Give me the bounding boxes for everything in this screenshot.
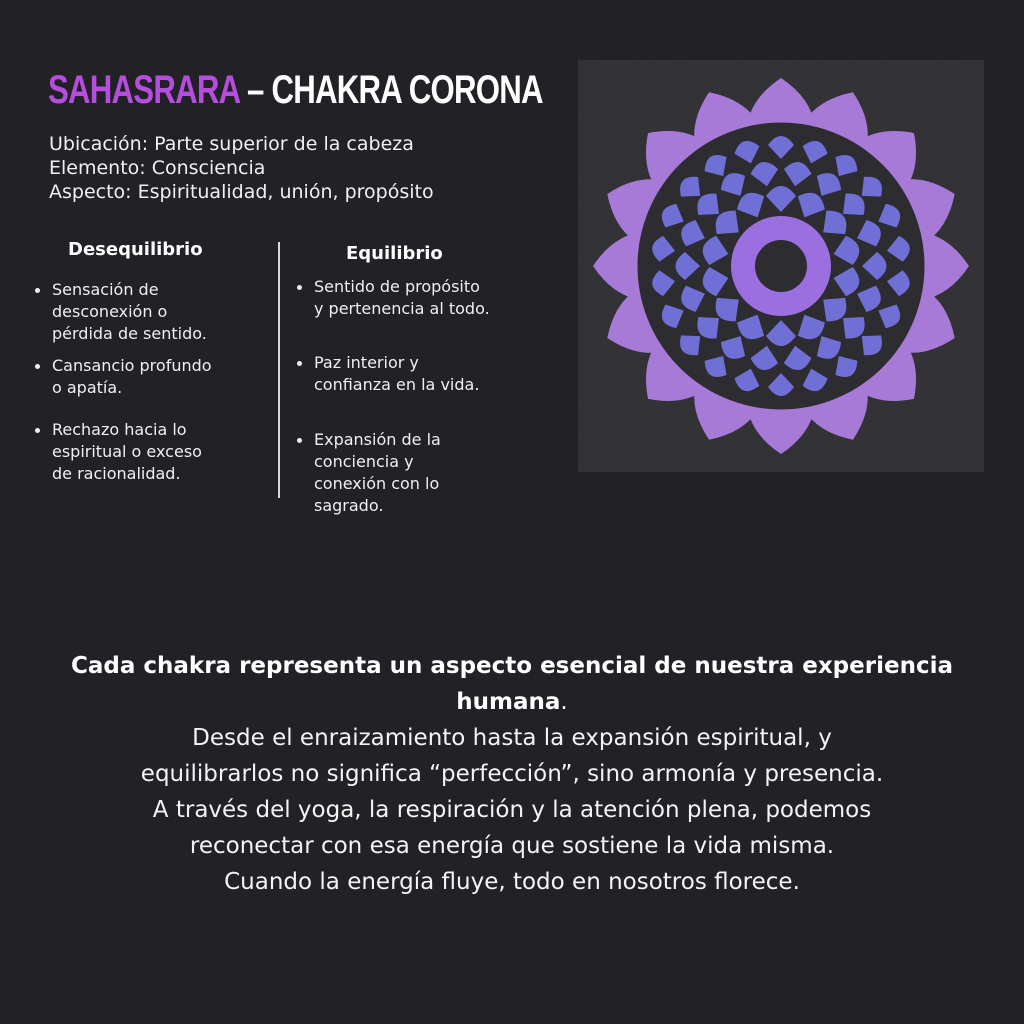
column-divider [278,242,280,498]
spec-location: Ubicación: Parte superior de la cabeza [49,133,414,155]
imbalance-list [30,279,275,485]
list-item: Paz interior y confianza en la vida. [292,352,554,396]
list-item: Cansancio profundo o apatía. [30,355,275,399]
chakra-specs [49,132,434,204]
message-lead: Cada chakra representa un aspecto esencial de nuestra experiencia humana. [71,653,953,715]
list-item: Expansión de la conciencia y conexión con lo sagrado. [292,429,554,517]
balance-heading: Equilibrio [346,243,443,264]
message-line: Cuando la energía fluye, todo en nosotros florece. [224,869,800,895]
spec-aspect: Aspecto: Espiritualidad, unión, propósito [49,181,434,203]
page-title [48,62,543,118]
closing-message [40,648,984,900]
list-item: Sensación de desconexión o pérdida de sentido. [30,279,275,345]
message-line: equilibrarlos no significa “perfección”, sino armonía y presencia. [140,761,884,787]
balance-list [292,276,554,517]
message-line: reconectar con esa energía que sostiene la vida misma. [189,833,835,859]
spec-element: Elemento: Consciencia [49,157,266,179]
message-line: Desde el enraizamiento hasta la expansión espiritual, y [192,725,832,751]
title-chakra-subtitle: – CHAKRA CORONA [239,68,543,112]
imbalance-heading: Desequilibrio [68,239,203,260]
list-item: Rechazo hacia lo espiritual o exceso de racionalidad. [30,419,275,485]
message-line: A través del yoga, la respiración y la atención plena, podemos [152,797,872,823]
title-chakra-name: SAHASRARA [48,68,240,112]
crown-chakra-lotus-icon [578,60,984,472]
list-item: Sentido de propósito y pertenencia al todo. [292,276,554,320]
